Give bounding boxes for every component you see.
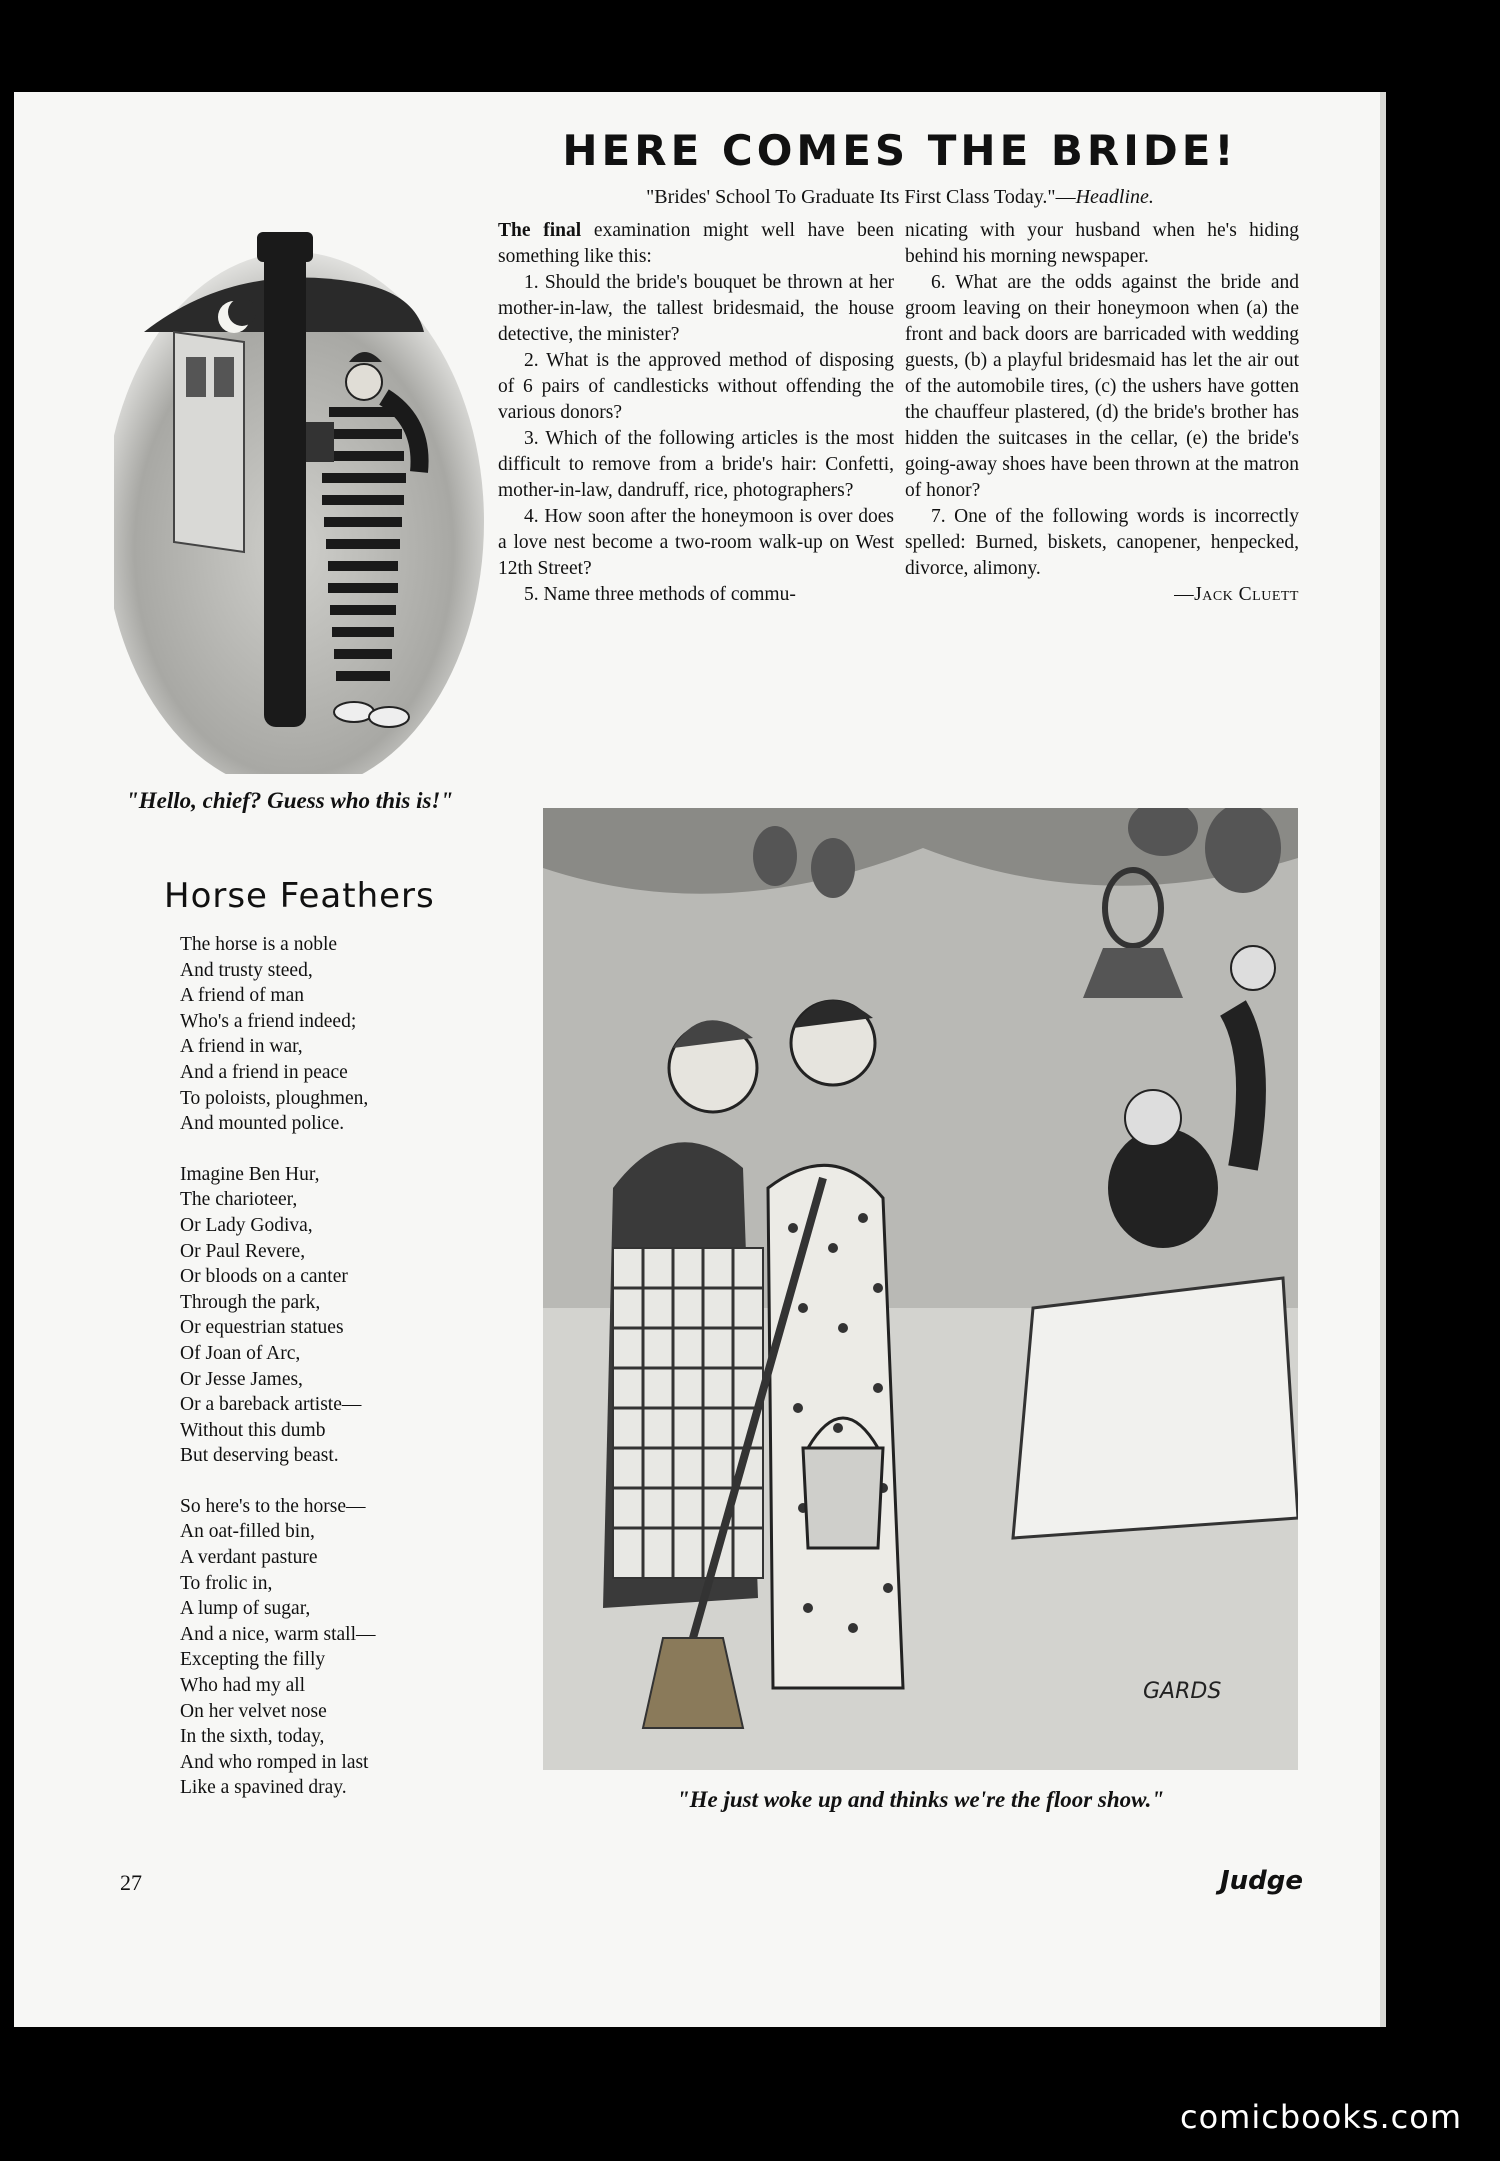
poem-line: Of Joan of Arc, — [180, 1342, 301, 1364]
poem-line: Or Jesse James, — [180, 1368, 303, 1390]
site-watermark: comicbooks.com — [1180, 2098, 1463, 2136]
subhead-quote: "Brides' School To Graduate Its First Class Today."— — [646, 186, 1076, 208]
question-1: 1. Should the bride's bouquet be thrown at her mother-in-law, the tallest bridesmaid, the house detective, the minister? — [498, 272, 894, 345]
poem-line: The charioteer, — [180, 1189, 298, 1211]
subhead-source: Headline. — [1075, 186, 1154, 208]
poem-line: To poloists, ploughmen, — [180, 1087, 369, 1109]
question-3: 3. Which of the following articles is the most difficult to remove from a bride's hair: Confetti, mother-in-law, dandruff, rice, photographers? — [498, 428, 894, 501]
poem-line: A lump of sugar, — [180, 1598, 311, 1620]
poem-line: Without this dumb — [180, 1419, 326, 1441]
question-5-continued: nicating with your husband when he's hiding behind his morning newspaper. — [905, 220, 1299, 267]
poem-line: The horse is a noble — [180, 934, 338, 955]
poem-line: And a nice, warm stall— — [180, 1623, 376, 1645]
poem-line: Through the park, — [180, 1291, 321, 1313]
lead-bold: The final — [498, 220, 582, 241]
poem-line: Or Lady Godiva, — [180, 1214, 313, 1236]
poem-title: Horse Feathers — [164, 876, 435, 916]
article-lead — [498, 218, 894, 270]
cartoon-signature: GARDS — [1143, 1679, 1222, 1704]
cartoon-floor-show-illustration — [543, 808, 1298, 1770]
poem-line: But deserving beast. — [180, 1445, 339, 1467]
question-2: 2. What is the approved method of disposing of 6 pairs of candlesticks without offending the various donors? — [498, 350, 894, 423]
poem-line: So here's to the horse— — [180, 1495, 366, 1517]
cartoon-phone-illustration — [114, 222, 484, 774]
article-column-2 — [905, 218, 1299, 608]
lead-rest: examination might well have been something like this: — [498, 220, 894, 267]
poem-line: And a friend in peace — [180, 1061, 348, 1083]
poem-line: And who romped in last — [180, 1751, 369, 1773]
poem-line: Or a bareback artiste— — [180, 1394, 362, 1416]
poem-stanza-3 — [180, 1494, 480, 1801]
poem-line: A friend in war, — [180, 1036, 303, 1058]
question-4: 4. How soon after the honeymoon is over does a love nest become a two-room walk-up on West 12th Street? — [498, 506, 894, 579]
poem-line: And mounted police. — [180, 1113, 345, 1135]
question-7: 7. One of the following words is incorrectly spelled: Burned, biskets, canopener, henpecked, divorce, alimony. — [905, 506, 1299, 579]
poem-line: Excepting the filly — [180, 1649, 326, 1671]
poem-line: Or Paul Revere, — [180, 1240, 306, 1262]
poem-line: To frolic in, — [180, 1572, 273, 1594]
article-byline: —Jack Cluett — [1174, 584, 1299, 605]
poem-line: An oat-filled bin, — [180, 1521, 315, 1543]
magazine-name: Judge — [1220, 1866, 1304, 1896]
poem-line: Or bloods on a canter — [180, 1266, 348, 1288]
page-edge — [1380, 92, 1386, 2027]
poem-line: A verdant pasture — [180, 1547, 318, 1569]
poem-line: Who had my all — [180, 1675, 306, 1697]
cartoon-floor-show-caption: "He just woke up and thinks we're the floor show." — [676, 1787, 1165, 1812]
poem-line: In the sixth, today, — [180, 1726, 325, 1748]
cartoon-phone-caption: "Hello, chief? Guess who this is!" — [126, 788, 454, 813]
poem-line: Who's a friend indeed; — [180, 1010, 357, 1032]
poem-stanza-2 — [180, 1162, 480, 1469]
poem-line: And trusty steed, — [180, 959, 313, 981]
poem-line: On her velvet nose — [180, 1700, 327, 1722]
article-subhead — [520, 186, 1280, 209]
poem-line: Like a spavined dray. — [180, 1777, 347, 1799]
poem-line: Or equestrian statues — [180, 1317, 344, 1339]
poem-body — [180, 932, 480, 1826]
poem-line: Imagine Ben Hur, — [180, 1163, 320, 1185]
article-column-1 — [498, 218, 894, 608]
article-headline: HERE COMES THE BRIDE! — [562, 126, 1238, 175]
poem-line: A friend of man — [180, 985, 305, 1007]
page-number: 27 — [120, 1870, 142, 1895]
question-5: 5. Name three methods of commu- — [524, 584, 796, 605]
poem-stanza-1 — [180, 932, 480, 1137]
question-6: 6. What are the odds against the bride and groom leaving on their honeymoon when (a) the front and back doors are barricaded with wedding guests, (b) a playful bridesmaid has let the air out of the automobile tires, (c) the ushers have gotten the chauffeur plastered, (d) the bride's brother has hidden the suitcases in the cellar, (e) the bride's going-away shoes have been thrown at the matron of honor? — [905, 272, 1299, 501]
